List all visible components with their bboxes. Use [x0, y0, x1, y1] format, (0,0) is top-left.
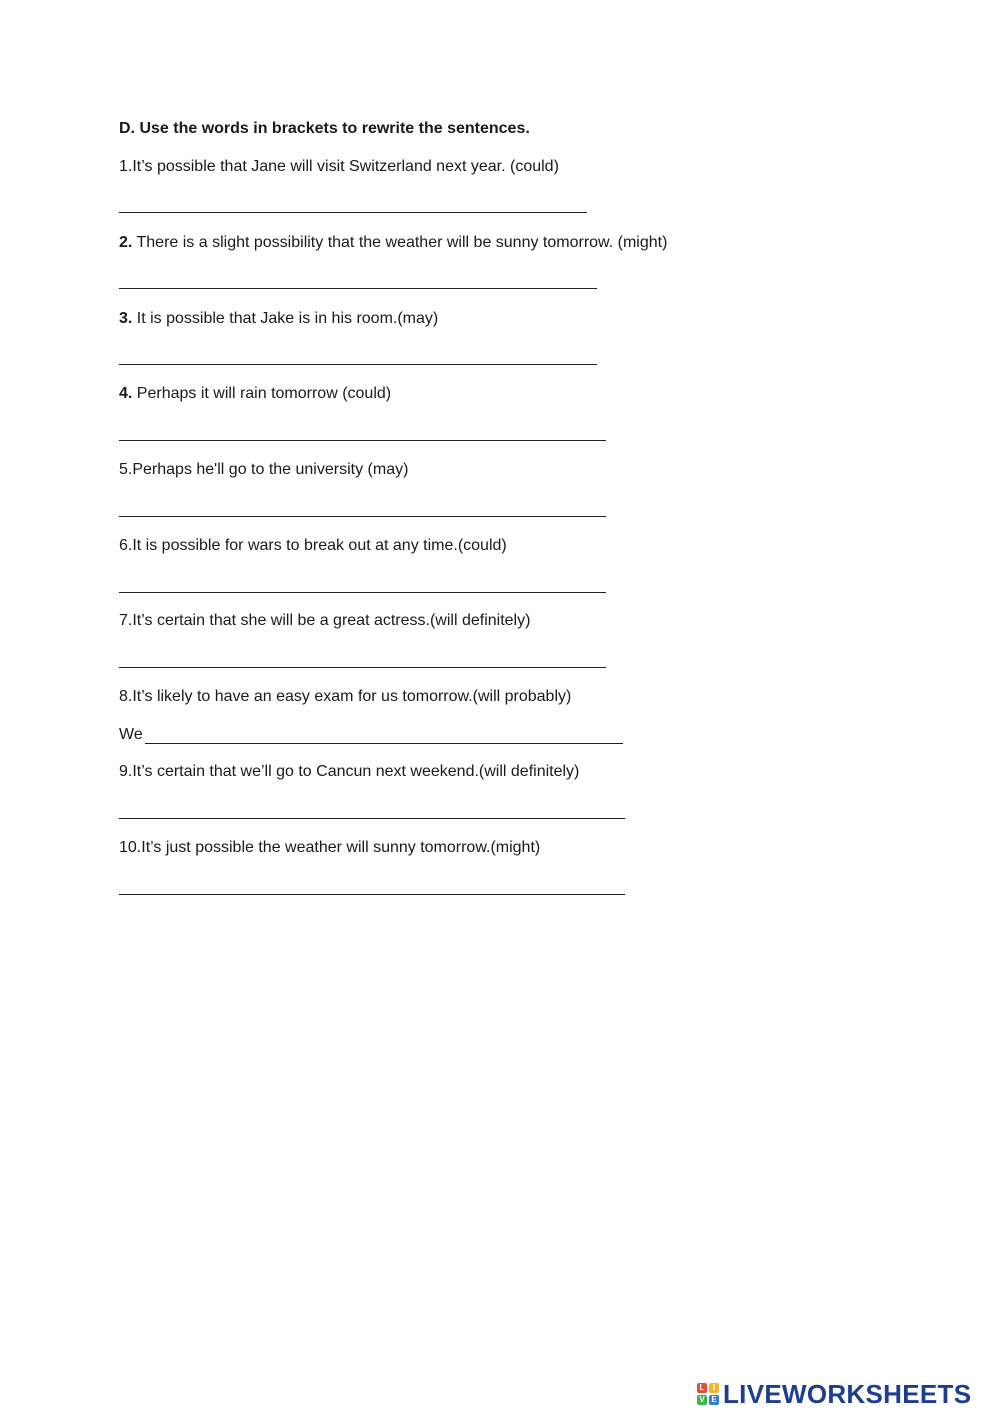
answer-line-4[interactable] [119, 440, 606, 441]
liveworksheets-logo [697, 1378, 971, 1410]
question-text: Perhaps it will rain tomorrow (could) [132, 385, 392, 402]
question-3 [119, 310, 438, 328]
logo-letter: I [709, 1383, 719, 1393]
answer-line-9[interactable] [119, 818, 625, 819]
logo-letter: E [709, 1395, 719, 1405]
question-text: Perhaps he'll go to the university (may) [132, 461, 409, 478]
answer-line-2[interactable] [119, 288, 597, 289]
logo-letter: L [697, 1383, 707, 1393]
question-number: 5. [119, 461, 133, 478]
logo-text: LIVEWORKSHEETS [723, 1378, 972, 1409]
question-8 [119, 688, 571, 706]
answer-line-10[interactable] [119, 894, 625, 895]
question-text: It’s certain that she will be a great actress.(will definitely) [132, 612, 531, 629]
answer-line-5[interactable] [119, 516, 606, 517]
question-text: It’s just possible the weather will sunny tomorrow.(might) [141, 839, 541, 856]
question-number: 7. [119, 612, 133, 629]
question-2 [119, 234, 667, 252]
answer-line-7[interactable] [119, 667, 606, 668]
question-1 [119, 158, 559, 176]
question-7 [119, 612, 530, 630]
question-text: It’s certain that we’ll go to Cancun next weekend.(will definitely) [132, 763, 580, 780]
question-10 [119, 839, 540, 857]
question-6 [119, 537, 507, 555]
question-5 [119, 461, 408, 479]
question-number: 1. [119, 158, 133, 175]
question-number: 6. [119, 537, 133, 554]
question-number: 8. [119, 688, 133, 705]
logo-mark-icon [697, 1383, 719, 1405]
answer-line-6[interactable] [119, 592, 606, 593]
answer-line-1[interactable] [119, 212, 587, 213]
question-number: 9. [119, 763, 133, 780]
question-9 [119, 763, 579, 781]
question-text: It’s likely to have an easy exam for us tomorrow.(will probably) [132, 688, 572, 705]
question-text: It’s possible that Jane will visit Switzerland next year. (could) [132, 158, 559, 175]
question-text: It is possible for wars to break out at any time.(could) [132, 537, 507, 554]
question-number: 4. [119, 385, 133, 402]
question-number: 10. [119, 839, 142, 856]
answer-line-8[interactable] [145, 743, 623, 744]
answer-line-3[interactable] [119, 364, 597, 365]
question-text: There is a slight possibility that the weather will be sunny tomorrow. (might) [132, 234, 668, 251]
logo-letter: V [697, 1395, 707, 1405]
question-number: 2. [119, 234, 133, 251]
question-4 [119, 385, 391, 403]
answer-prefix: We [119, 726, 143, 743]
question-number: 3. [119, 310, 133, 327]
worksheet-heading: D. Use the words in brackets to rewrite the sentences. [119, 120, 530, 137]
question-text: It is possible that Jake is in his room.(may) [132, 310, 439, 327]
